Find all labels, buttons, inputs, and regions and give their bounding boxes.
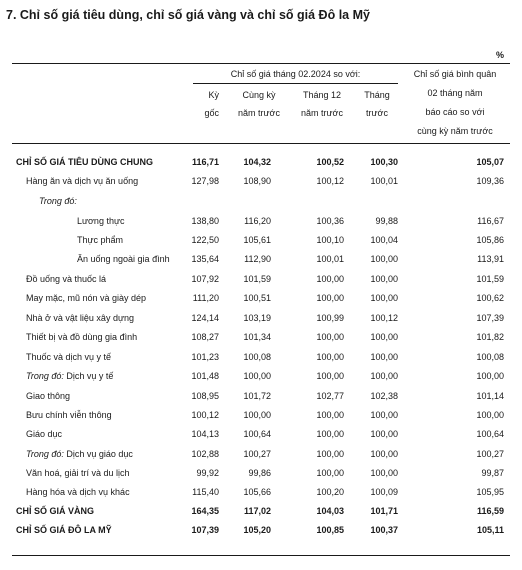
row-label-text: Đồ uống và thuốc lá <box>26 274 107 284</box>
cell-col2: 100,08 <box>243 352 271 362</box>
cell-col5: 105,11 <box>476 525 504 535</box>
header-col5-line1: Chỉ số giá bình quân <box>413 69 497 79</box>
cell-col2: 104,32 <box>243 157 271 167</box>
table-row <box>0 192 522 210</box>
row-label-text: CHỈ SỐ GIÁ TIÊU DÙNG CHUNG <box>16 157 154 167</box>
row-label <box>16 153 153 171</box>
cell-col1: 124,14 <box>191 313 219 323</box>
table-title: 7. Chỉ số giá tiêu dùng, chỉ số giá vàng và chỉ số giá Đô la Mỹ <box>6 8 370 22</box>
cell-col4: 100,00 <box>370 468 398 478</box>
table-row <box>0 172 522 190</box>
row-label-text: Nhà ở và vật liệu xây dựng <box>26 313 134 323</box>
row-label <box>16 502 94 520</box>
cell-col2: 105,66 <box>243 487 271 497</box>
cell-col3: 100,00 <box>316 352 344 362</box>
row-label <box>26 348 111 366</box>
row-label-text: Văn hoá, giải trí và du lịch <box>26 468 130 478</box>
row-label-text: Thực phẩm <box>77 235 124 245</box>
header-col2-line1: Cùng kỳ <box>242 90 276 100</box>
cell-col4: 100,30 <box>370 157 398 167</box>
table-row <box>0 231 522 249</box>
cell-col3: 100,12 <box>316 176 344 186</box>
cell-col4: 100,01 <box>370 176 398 186</box>
cell-col1: 138,80 <box>191 216 219 226</box>
row-label-text: Thuốc và dịch vụ y tế <box>26 352 112 362</box>
cell-col5: 105,86 <box>476 235 504 245</box>
row-label-text: Thiết bị và đồ dùng gia đình <box>26 332 138 342</box>
cell-col5: 107,39 <box>476 313 504 323</box>
cell-col5: 100,08 <box>476 352 504 362</box>
cell-col5: 105,07 <box>476 157 504 167</box>
row-label-text: Lương thực <box>77 216 125 226</box>
row-label-text: Hàng ăn và dịch vụ ăn uống <box>26 176 139 186</box>
cell-col4: 100,00 <box>370 371 398 381</box>
cell-col3: 100,00 <box>316 293 344 303</box>
header-col5-line3: báo cáo so với <box>425 107 485 117</box>
cell-col1: 115,40 <box>192 487 219 497</box>
cell-col1: 107,92 <box>191 274 219 284</box>
cell-col1: 104,13 <box>191 429 219 439</box>
cell-col3: 102,77 <box>316 391 344 401</box>
row-label <box>26 425 62 443</box>
cell-col3: 100,00 <box>316 449 344 459</box>
header-col4-line1: Tháng <box>364 90 390 100</box>
cell-col1: 122,50 <box>191 235 219 245</box>
cell-col1: 101,23 <box>191 352 219 362</box>
cell-col5: 101,14 <box>476 391 504 401</box>
row-label <box>26 309 134 327</box>
cell-col2: 101,59 <box>243 274 271 284</box>
row-label-text: Giáo dục <box>26 429 63 439</box>
cell-col4: 100,09 <box>370 487 398 497</box>
row-label-text: Ăn uống ngoài gia đình <box>77 254 170 264</box>
cell-col1: 100,12 <box>191 410 219 420</box>
cell-col1: 127,98 <box>191 176 219 186</box>
header-col1-line2: gốc <box>204 108 219 118</box>
table-row <box>0 464 522 482</box>
row-label-prefix: Trong đó: <box>26 371 64 381</box>
cell-col1: 108,95 <box>191 391 219 401</box>
cell-col3: 100,01 <box>316 254 344 264</box>
table-row <box>0 387 522 405</box>
row-label <box>26 483 130 501</box>
cell-col5: 113,91 <box>477 254 504 264</box>
header-col2-line2: năm trước <box>238 108 280 118</box>
cell-col2: 108,90 <box>243 176 271 186</box>
row-label-text: Trong đó: <box>39 196 77 206</box>
cell-col4: 100,00 <box>370 293 398 303</box>
cell-col4: 100,00 <box>370 254 398 264</box>
cell-col4: 100,12 <box>370 313 398 323</box>
unit-label: % <box>495 50 504 60</box>
row-label <box>26 328 137 346</box>
row-label <box>26 289 146 307</box>
cell-col2: 100,00 <box>243 371 271 381</box>
row-label <box>26 445 133 463</box>
cell-col4: 100,04 <box>370 235 398 245</box>
cell-col3: 100,20 <box>316 487 344 497</box>
row-label <box>26 270 106 288</box>
table-row <box>0 328 522 346</box>
row-label-prefix: Trong đó: <box>26 449 64 459</box>
row-label <box>26 367 113 385</box>
cell-col1: 164,35 <box>191 506 219 516</box>
row-label <box>77 212 124 230</box>
table-row <box>0 521 522 539</box>
row-label-text: Hàng hóa và dịch vụ khác <box>26 487 130 497</box>
row-label <box>77 250 170 268</box>
cell-col5: 100,62 <box>476 293 504 303</box>
cell-col3: 100,85 <box>316 525 344 535</box>
cell-col4: 100,00 <box>370 352 398 362</box>
cell-col3: 100,00 <box>316 468 344 478</box>
cell-col3: 100,36 <box>316 216 344 226</box>
cell-col5: 101,59 <box>476 274 504 284</box>
cell-col3: 100,00 <box>316 410 344 420</box>
cell-col1: 101,48 <box>191 371 219 381</box>
cell-col3: 100,00 <box>316 332 344 342</box>
cell-col5: 116,59 <box>476 506 504 516</box>
cell-col1: 102,88 <box>191 449 219 459</box>
cell-col1: 108,27 <box>191 332 219 342</box>
cell-col4: 100,37 <box>370 525 398 535</box>
table-row <box>0 309 522 327</box>
row-label <box>77 231 123 249</box>
row-label-text: Dịch vụ y tế <box>66 371 114 381</box>
row-label-text: May mặc, mũ nón và giày dép <box>26 293 147 303</box>
cell-col2: 100,51 <box>243 293 271 303</box>
header-col1-line1: Kỳ <box>208 90 219 100</box>
table-row <box>0 425 522 443</box>
header-col5-line2: 02 tháng năm <box>427 88 483 98</box>
row-label-text: CHỈ SỐ GIÁ VÀNG <box>16 506 95 516</box>
cell-col2: 117,02 <box>243 506 271 516</box>
cell-col4: 100,00 <box>370 429 398 439</box>
cell-col4: 101,71 <box>370 506 398 516</box>
table-row <box>0 289 522 307</box>
cell-col3: 100,10 <box>316 235 344 245</box>
row-label-text: CHỈ SỐ GIÁ ĐÔ LA MỸ <box>16 525 112 535</box>
row-label <box>26 387 70 405</box>
cell-col4: 100,00 <box>370 410 398 420</box>
header-col5-line4: cùng kỳ năm trước <box>417 126 493 136</box>
cell-col1: 116,71 <box>191 157 219 167</box>
table-row <box>0 212 522 230</box>
cell-col5: 116,67 <box>477 216 504 226</box>
header-col3-line2: năm trước <box>301 108 343 118</box>
table-row <box>0 348 522 366</box>
table-row <box>0 502 522 520</box>
cell-col5: 99,87 <box>481 468 504 478</box>
cell-col2: 105,61 <box>243 235 271 245</box>
header-col4-line2: trước <box>366 108 388 118</box>
cell-col3: 104,03 <box>316 506 344 516</box>
table-row <box>0 367 522 385</box>
cell-col4: 102,38 <box>370 391 398 401</box>
row-label <box>26 172 138 190</box>
row-label <box>16 521 112 539</box>
cell-col2: 100,64 <box>243 429 271 439</box>
cell-col5: 100,64 <box>476 429 504 439</box>
cell-col2: 100,00 <box>243 410 271 420</box>
cell-col2: 103,19 <box>243 313 271 323</box>
row-label-text: Giao thông <box>26 391 71 401</box>
cell-col5: 109,36 <box>476 176 504 186</box>
cell-col2: 100,27 <box>243 449 271 459</box>
row-label <box>26 464 130 482</box>
row-label <box>39 192 77 210</box>
cell-col5: 105,95 <box>476 487 504 497</box>
cell-col2: 101,72 <box>243 391 271 401</box>
cell-col1: 135,64 <box>191 254 219 264</box>
row-label-text: Bưu chính viễn thông <box>26 410 112 420</box>
row-label <box>26 406 112 424</box>
cell-col3: 100,52 <box>316 157 344 167</box>
table-row <box>0 406 522 424</box>
table-row <box>0 445 522 463</box>
table-row <box>0 270 522 288</box>
cell-col3: 100,99 <box>316 313 344 323</box>
cell-col1: 107,39 <box>191 525 219 535</box>
table-row <box>0 483 522 501</box>
cell-col5: 101,82 <box>476 332 504 342</box>
table-row <box>0 153 522 171</box>
row-label-text: Dịch vụ giáo dục <box>66 449 133 459</box>
cell-col5: 100,27 <box>476 449 504 459</box>
cell-col3: 100,00 <box>316 429 344 439</box>
cell-col2: 101,34 <box>243 332 271 342</box>
cell-col1: 111,20 <box>192 293 219 303</box>
table-row <box>0 250 522 268</box>
cell-col5: 100,00 <box>476 371 504 381</box>
cell-col3: 100,00 <box>316 274 344 284</box>
header-col3-line1: Tháng 12 <box>302 90 342 100</box>
cell-col2: 99,86 <box>248 468 271 478</box>
cell-col2: 116,20 <box>244 216 271 226</box>
cell-col3: 100,00 <box>316 371 344 381</box>
cell-col2: 112,90 <box>244 254 271 264</box>
cell-col4: 100,00 <box>370 332 398 342</box>
cell-col4: 100,00 <box>370 274 398 284</box>
cell-col1: 99,92 <box>196 468 219 478</box>
header-group-label: Chỉ số giá tháng 02.2024 so với: <box>230 69 361 79</box>
cell-col4: 100,00 <box>370 449 398 459</box>
cell-col4: 99,88 <box>375 216 398 226</box>
cell-col2: 105,20 <box>243 525 271 535</box>
cell-col5: 100,00 <box>476 410 504 420</box>
